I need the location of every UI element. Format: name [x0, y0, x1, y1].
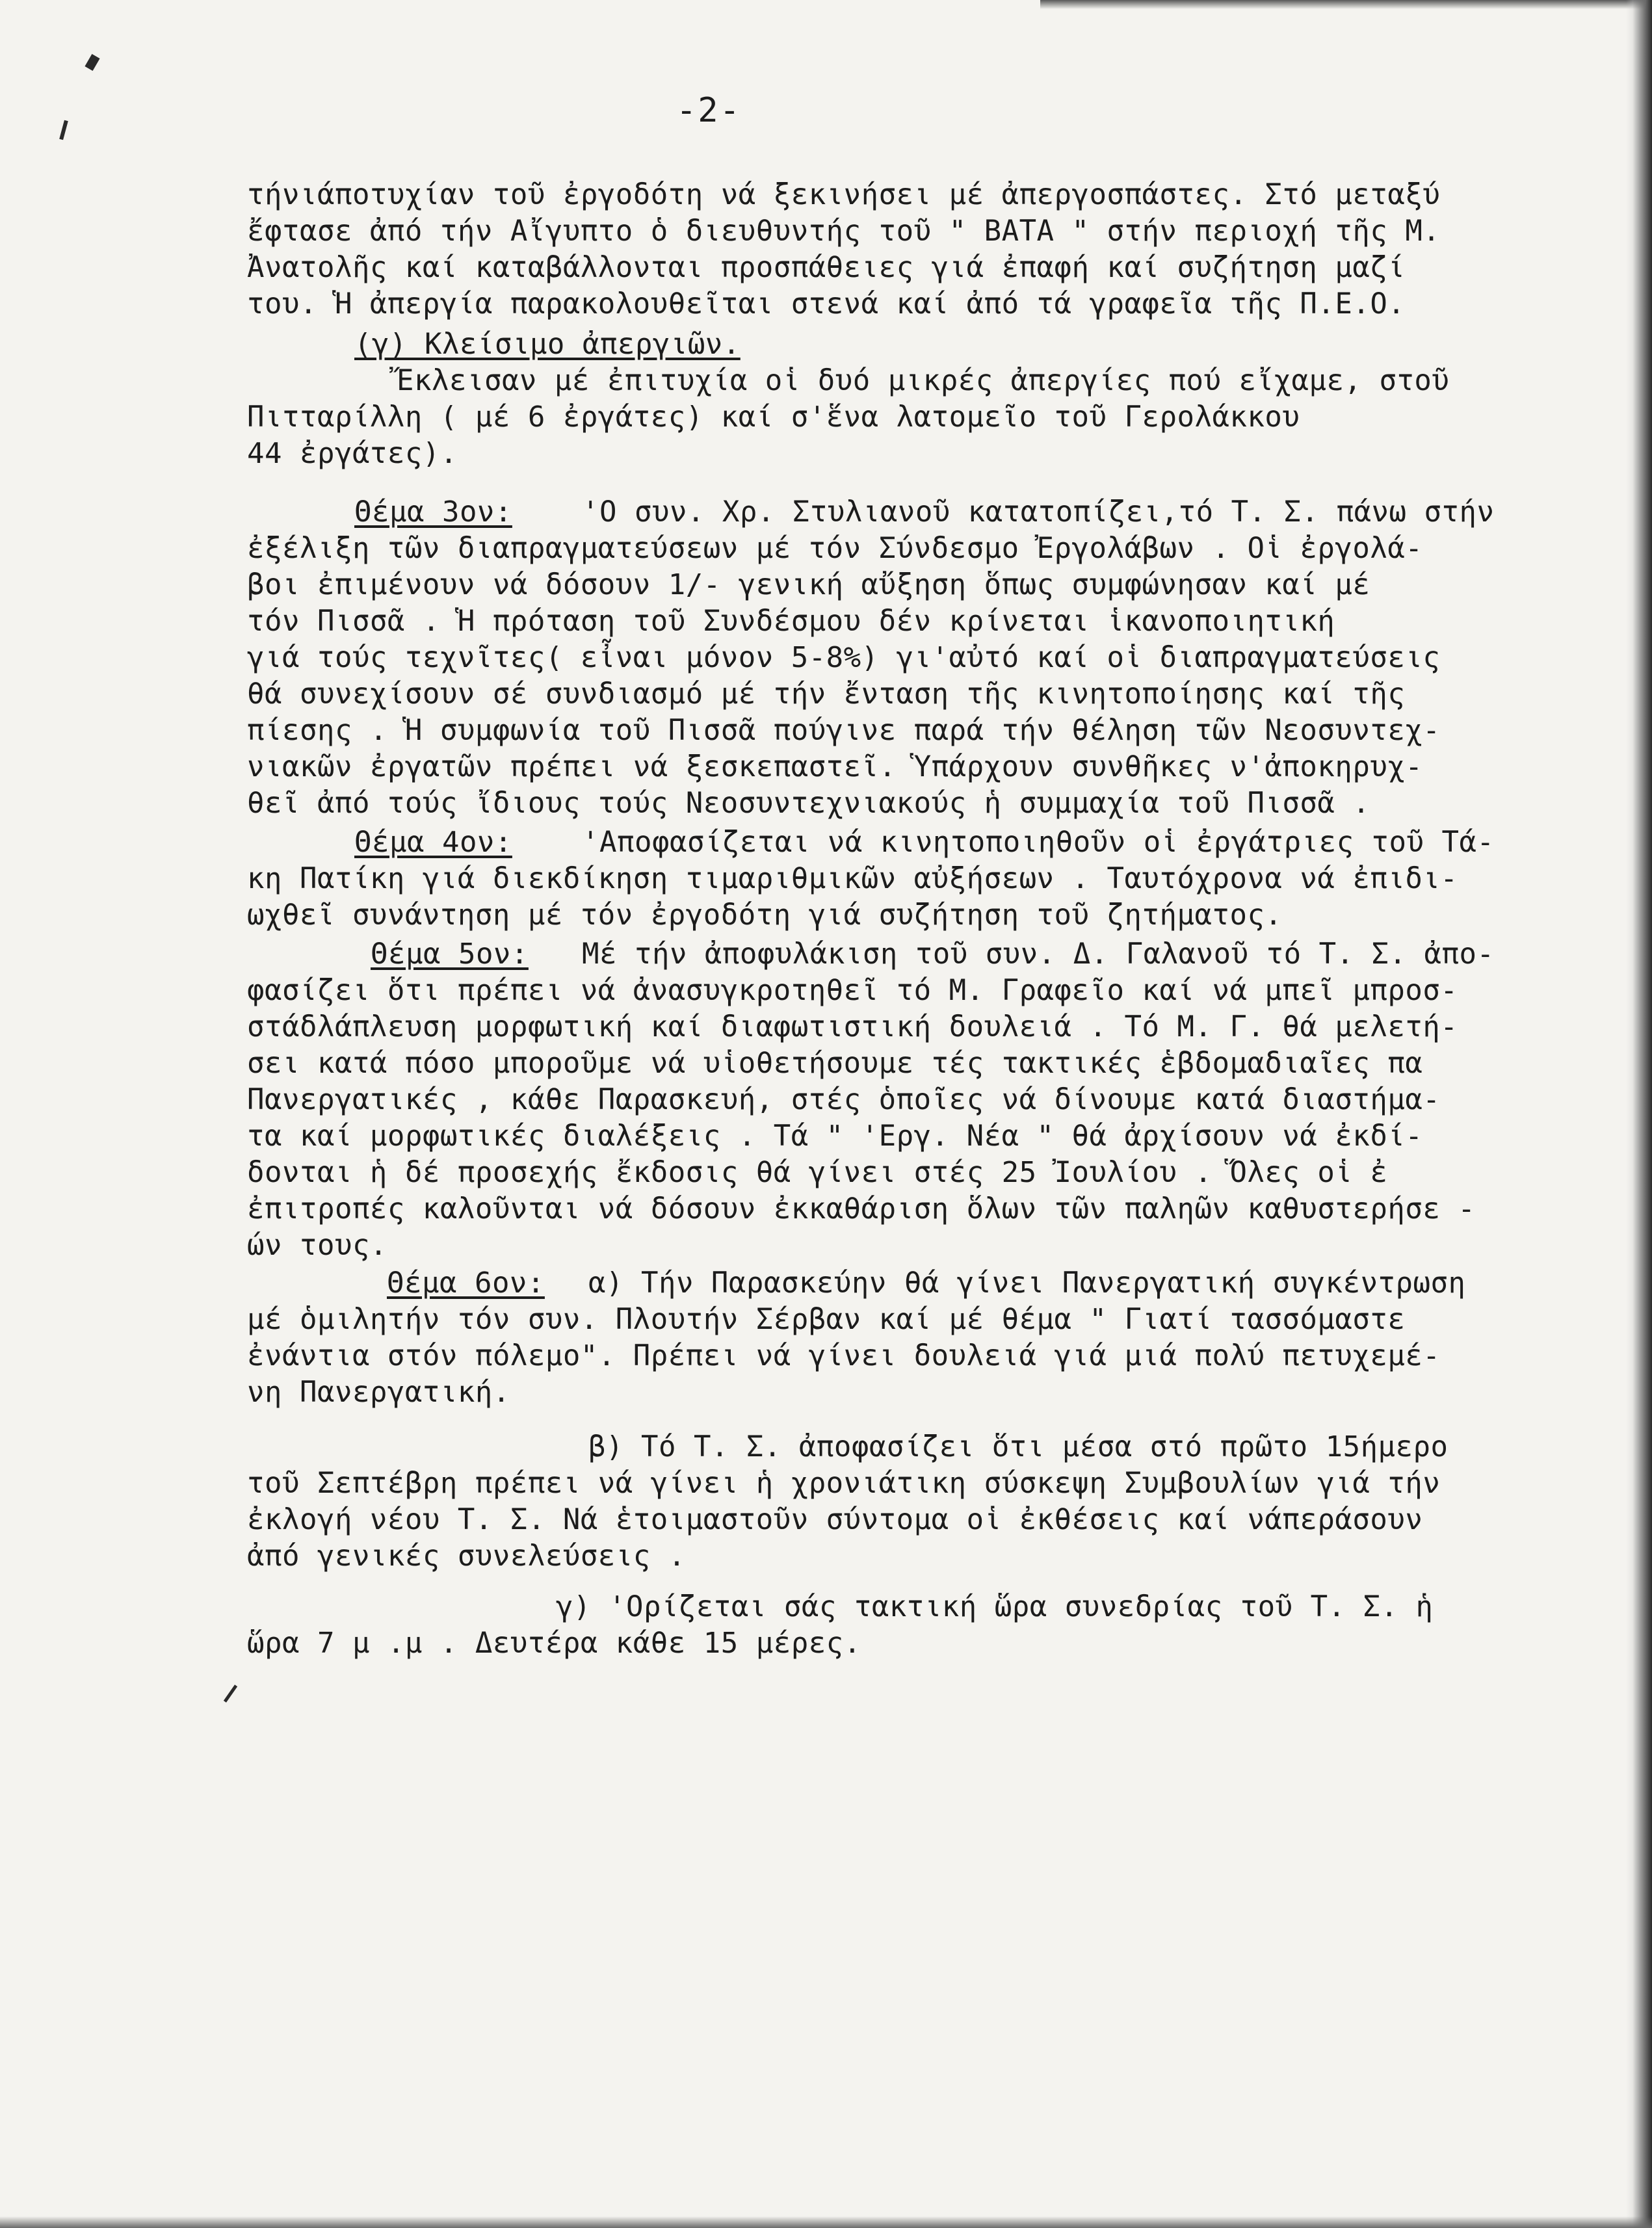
text-line: ἔφτασε ἀπό τήν Αἴγυπτο ὁ διευθυντής τοῦ " ΒΑΤΑ " στήν περιοχή τῆς Μ. [247, 215, 1441, 248]
text-line: Πανεργατικές , κάθε Παρασκευή, στές ὁποῖες νά δίνουμε κατά διαστήμα- [247, 1083, 1441, 1116]
topic-heading: Θέμα 4ον: [354, 826, 512, 859]
text-line: 'Αποφασίζεται νά κινητοποιηθοῦν οἱ ἐργάτριες τοῦ Τά- [582, 826, 1495, 859]
text-line: ἐνάντια στόν πόλεμο". Πρέπει νά γίνει δουλειά γιά μιά πολύ πετυχεμέ- [247, 1339, 1441, 1372]
text-line: του. Ἡ ἀπεργία παρακολουθεῖται στενά καί ἀπό τά γραφεῖα τῆς Π.Ε.Ο. [247, 287, 1406, 321]
text-line: Μέ τήν ἀποφυλάκιση τοῦ συν. Δ. Γαλανοῦ τό Τ. Σ. ἀπο- [582, 937, 1495, 971]
scan-edge-top [1040, 0, 1652, 9]
text-line: στάδλάπλευση μορφωτική καί διαφωτιστική δουλειά . Τό Μ. Γ. θά μελετή- [247, 1010, 1458, 1043]
text-line: κη Πατίκη γιά διεκδίκηση τιμαριθμικῶν αὐξήσεων . Ταυτόχρονα νά ἐπιδι- [247, 862, 1458, 895]
text-line: 'Ο συν. Χρ. Στυλιανοῦ κατατοπίζει,τό Τ. Σ. πάνω στήν [582, 495, 1495, 529]
text-line: τοῦ Σεπτέβρη πρέπει νά γίνει ἡ χρονιάτικη σύσκεψη Συμβουλίων γιά τήν [247, 1467, 1441, 1500]
topic-heading: Θέμα 3ον: [354, 495, 512, 529]
scan-edge-bottom [0, 2216, 1652, 2228]
text-line: ωχθεῖ συνάντηση μέ τόν ἐργοδότη γιά συζήτηση τοῦ ζητήματος. [247, 898, 1283, 932]
text-line: ἀπό γενικές συνελεύσεις . [247, 1540, 686, 1573]
text-line: 44 ἐργάτες). [247, 437, 458, 470]
text-line: Ἀνατολῆς καί καταβάλλονται προσπάθειες γιά ἐπαφή καί συζήτηση μαζί [247, 251, 1406, 284]
text-line: γ) 'Ορίζεται σάς τακτική ὥρα συνεδρίας τοῦ Τ. Σ. ἡ [556, 1590, 1434, 1623]
text-line: τήνιάποτυχίαν τοῦ ἐργοδότη νά ξεκινήσει μέ ἀπεργοσπάστες. Στό μεταξύ [247, 178, 1441, 211]
text-line: τα καί μορφωτικές διαλέξεις . Τά " 'Εργ. Νέα " θά ἀρχίσουν νά ἐκδί- [247, 1120, 1423, 1153]
ink-mark [224, 1684, 237, 1702]
text-line: ὥρα 7 μ .μ . Δευτέρα κάθε 15 μέρες. [247, 1627, 861, 1660]
text-line: ών τους. [247, 1229, 387, 1262]
text-line: α) Τήν Παρασκεύην θά γίνει Πανεργατική συγκέντρωση [588, 1266, 1466, 1300]
ink-mark [85, 54, 99, 71]
text-line: νιακῶν ἐργατῶν πρέπει νά ξεσκεπαστεῖ. Ὑπάρχουν συνθῆκες ν'ἀποκηρυχ- [247, 750, 1423, 783]
text-line: θεῖ ἀπό τούς ἴδιους τούς Νεοσυντεχνιακούς ἡ συμμαχία τοῦ Πισσᾶ . [247, 787, 1370, 820]
text-line: ἐξέλιξη τῶν διαπραγματεύσεων μέ τόν Σύνδεσμο Ἐργολάβων . Οἱ ἐργολά- [247, 532, 1423, 565]
text-line: νη Πανεργατική. [247, 1376, 510, 1409]
text-line: δονται ἡ δέ προσεχής ἔκδοσις θά γίνει στές 25 Ἰουλίου . Ὅλες οἱ ἐ [247, 1156, 1388, 1189]
text-line: γιά τούς τεχνῖτες( εἶναι μόνον 5-8%) γι'αὐτό καί οἱ διαπραγματεύσεις [247, 641, 1441, 674]
topic-heading: Θέμα 6ον: [387, 1266, 545, 1300]
text-line: σει κατά πόσο μποροῦμε νά υἱοθετήσουμε τές τακτικές ἑβδομαδιαῖες πα [247, 1047, 1423, 1080]
text-line: μέ ὁμιλητήν τόν συν. Πλουτήν Σέρβαν καί μέ θέμα " Γιατί τασσόμαστε [247, 1303, 1406, 1336]
text-line: βοι ἐπιμένουν νά δόσουν 1/- γενική αὔξηση ὅπως συμφώνησαν καί μέ [247, 568, 1370, 601]
ink-mark [59, 120, 68, 140]
text-line: θά συνεχίσουν σέ συνδιασμό μέ τήν ἔνταση τῆς κινητοποίησης καί τῆς [247, 677, 1406, 711]
text-line: ἐκλογή νέου Τ. Σ. Νά ἑτοιμαστοῦν σύντομα οἱ ἐκθέσεις καί νάπεράσουν [247, 1503, 1423, 1536]
topic-heading: Θέμα 5ον: [371, 937, 529, 971]
text-line: τόν Πισσᾶ . Ἡ πρόταση τοῦ Συνδέσμου δέν κρίνεται ἱκανοποιητική [247, 605, 1335, 638]
text-line: φασίζει ὅτι πρέπει νά ἀνασυγκροτηθεῖ τό Μ. Γραφεῖο καί νά μπεῖ μπροσ- [247, 974, 1458, 1007]
section-heading: (γ) Κλείσιμο ἀπεργιῶν. [354, 328, 741, 361]
page-number: -2- [676, 91, 741, 130]
text-line: πίεσης . Ἡ συμφωνία τοῦ Πισσᾶ πούγινε παρά τήν θέληση τῶν Νεοσυντεχ- [247, 714, 1441, 747]
text-line: Ἔκλεισαν μέ ἐπιτυχία οἱ δυό μικρές ἀπεργίες πού εἴχαμε, στοῦ [397, 364, 1450, 397]
text-line: ἐπιτροπές καλοῦνται νά δόσουν ἐκκαθάριση ὅλων τῶν παληῶν καθυστερήσε - [247, 1192, 1476, 1225]
text-line: β) Τό Τ. Σ. ἀποφασίζει ὅτι μέσα στό πρῶτο 15ήμερο [588, 1430, 1449, 1463]
text-line: Πιτταρίλλη ( μέ 6 ἐργάτες) καί σ'ἕνα λατομεῖο τοῦ Γερολάκκου [247, 400, 1300, 434]
